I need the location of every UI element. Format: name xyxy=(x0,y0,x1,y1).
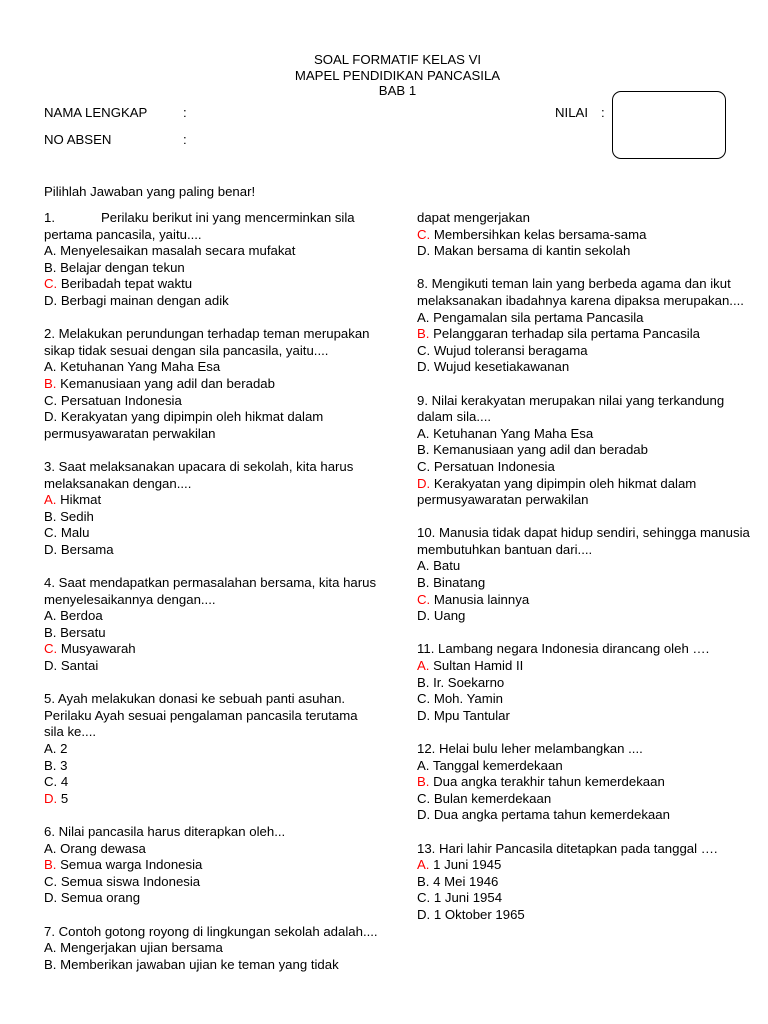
header-chapter: BAB 1 xyxy=(378,83,417,98)
answer-key-letter: B. xyxy=(44,375,57,391)
question-10 xyxy=(417,525,754,625)
option-c: C. Persatuan Indonesia xyxy=(417,458,555,474)
option-b: B. Binatang xyxy=(417,575,486,591)
question-6 xyxy=(44,824,379,907)
option-b: B. 3 xyxy=(44,757,68,773)
option-a: A. Tanggal kemerdekaan xyxy=(417,757,563,773)
option-a: A. Berdoa xyxy=(44,608,103,624)
option-d: D. Makan bersama di kantin sekolah xyxy=(417,243,631,259)
option-c: C. Persatuan Indonesia xyxy=(44,392,182,408)
option-d: D. Bersama xyxy=(44,541,114,557)
option-c: C. Wujud toleransi beragama xyxy=(417,342,588,358)
answer-key-letter: D. xyxy=(417,475,431,491)
option-d: D. Kerakyatan yang dipimpin oleh hikmat dalam permusyawaratan perwakilan xyxy=(417,475,700,508)
option-b: B. Sedih xyxy=(44,508,94,524)
option-a: A. Hikmat xyxy=(44,492,102,508)
question-text-cont: pertama pancasila, yaitu.... xyxy=(44,226,202,242)
option-a: A. 1 Juni 1945 xyxy=(417,857,502,873)
option-b: B. Belajar dengan tekun xyxy=(44,259,185,275)
option-a: A. Orang dewasa xyxy=(44,840,146,856)
option-a: A. Sultan Hamid II xyxy=(417,658,524,674)
option-d: D. Santai xyxy=(44,658,99,674)
instruction: Pilihlah Jawaban yang paling benar! xyxy=(44,184,256,199)
option-a: A. 2 xyxy=(44,741,68,756)
option-b: B. Bersatu xyxy=(44,624,106,640)
option-c: C. Membersihkan kelas bersama-sama xyxy=(417,226,647,242)
answer-key-letter: B. xyxy=(417,326,430,342)
question-text: 1. Perilaku berikut ini yang mencerminkan sila xyxy=(44,210,355,225)
question-text: 7. Contoh gotong royong di lingkungan sekolah adalah.... xyxy=(44,923,378,939)
nilai-label: NILAI xyxy=(555,105,588,120)
question-text: 4. Saat mendapatkan permasalahan bersama, kita harus menyelesaikannya dengan.... xyxy=(44,575,380,607)
question-9 xyxy=(417,393,750,509)
left-column xyxy=(44,210,379,990)
answer-key-letter: C. xyxy=(44,641,58,657)
question-4 xyxy=(44,575,379,675)
answer-key-letter: C. xyxy=(417,226,431,242)
option-c: C. 4 xyxy=(44,774,69,790)
option-b: B. Kemanusiaan yang adil dan beradab xyxy=(44,375,275,391)
answer-key-letter: B. xyxy=(44,857,57,873)
option-c: C. Manusia lainnya xyxy=(417,591,530,607)
question-text: 10. Manusia tidak dapat hidup sendiri, sehingga manusia membutuhkan bantuan dari.... xyxy=(417,525,754,557)
option-b: B. Semua warga Indonesia xyxy=(44,857,203,873)
answer-key-letter: D. xyxy=(44,790,58,806)
answer-key-letter: A. xyxy=(44,492,57,508)
option-d: D. Dua angka pertama tahun kemerdekaan xyxy=(417,807,670,823)
question-text: 2. Melakukan perundungan terhadap teman merupakan sikap tidak sesuai dengan sila pancasila, yaitu.... xyxy=(44,326,374,358)
option-b: B. Kemanusiaan yang adil dan beradab xyxy=(417,442,648,458)
name-label: NAMA LENGKAP xyxy=(44,105,148,120)
option-d: D. Wujud kesetiakawanan xyxy=(417,359,570,375)
question-text: 8. Mengikuti teman lain yang berbeda agama dan ikut melaksanakan ibadahnya karena dipaksa merupakan.... xyxy=(417,276,744,308)
option-c: C. Malu xyxy=(44,525,90,541)
absen-label: NO ABSEN xyxy=(44,132,112,147)
option-c: C. Musyawarah xyxy=(44,641,136,657)
header-subject: MAPEL PENDIDIKAN PANCASILA xyxy=(294,67,501,83)
option-d: D. Kerakyatan yang dipimpin oleh hikmat dalam permusyawaratan perwakilan xyxy=(44,409,327,441)
option-c: C. Beribadah tepat waktu xyxy=(44,276,193,292)
question-7-cont xyxy=(417,210,750,260)
option-c: C. Bulan kemerdekaan xyxy=(417,790,552,806)
question-13 xyxy=(417,841,750,924)
question-text: 6. Nilai pancasila harus diterapkan oleh... xyxy=(44,823,286,839)
option-c: C. 1 Juni 1954 xyxy=(417,890,503,906)
answer-key-letter: B. xyxy=(417,774,430,790)
option-a: A. Pengamalan sila pertama Pancasila xyxy=(417,309,644,325)
option-a: A. Mengerjakan ujian bersama xyxy=(44,940,223,956)
right-column xyxy=(417,210,754,940)
option-a: A. Batu xyxy=(417,558,461,574)
option-b: B. Ir. Soekarno xyxy=(417,674,505,690)
question-text: 9. Nilai kerakyatan merupakan nilai yang terkandung dalam sila.... xyxy=(417,392,728,425)
option-a: A. Ketuhanan Yang Maha Esa xyxy=(417,425,594,441)
question-5 xyxy=(44,691,379,807)
option-b-cont: dapat mengerjakan xyxy=(417,210,530,225)
answer-key-letter: A. xyxy=(417,857,430,873)
question-text: 5. Ayah melakukan donasi ke sebuah panti asuhan. Perilaku Ayah sesuai pengalaman pancasila terutama sila ke.... xyxy=(44,691,362,740)
option-d: D. Berbagi mainan dengan adik xyxy=(44,292,229,308)
option-c: C. Semua siswa Indonesia xyxy=(44,873,201,889)
question-text: 3. Saat melaksanakan upacara di sekolah, kita harus melaksanakan dengan.... xyxy=(44,458,358,491)
option-d: D. Semua orang xyxy=(44,890,141,906)
nilai-colon: : xyxy=(601,105,605,120)
answer-key-letter: C. xyxy=(417,591,431,607)
option-a: A. Menyelesaikan masalah secara mufakat xyxy=(44,243,296,259)
absen-colon: : xyxy=(183,132,187,147)
name-colon: : xyxy=(183,105,187,120)
score-box xyxy=(612,91,726,159)
question-7 xyxy=(44,924,379,974)
question-text: 12. Helai bulu leher melambangkan .... xyxy=(417,741,643,756)
question-8 xyxy=(417,276,750,376)
option-d: D. 5 xyxy=(44,790,69,806)
question-12 xyxy=(417,741,750,824)
question-1 xyxy=(44,210,379,310)
option-d: D. 1 Oktober 1965 xyxy=(417,906,525,922)
option-d: D. Mpu Tantular xyxy=(417,707,510,723)
question-text: 11. Lambang negara Indonesia dirancang oleh …. xyxy=(417,641,710,657)
option-a: A. Ketuhanan Yang Maha Esa xyxy=(44,359,221,375)
question-text: 13. Hari lahir Pancasila ditetapkan pada tanggal …. xyxy=(417,840,718,856)
question-2 xyxy=(44,326,379,442)
answer-key-letter: C. xyxy=(44,276,58,292)
answer-key-letter: A. xyxy=(417,658,430,674)
option-d: D. Uang xyxy=(417,608,466,624)
option-b: B. Dua angka terakhir tahun kemerdekaan xyxy=(417,774,665,790)
question-3 xyxy=(44,459,379,559)
option-b: B. 4 Mei 1946 xyxy=(417,873,499,889)
option-c: C. Moh. Yamin xyxy=(417,691,503,707)
header-title: SOAL FORMATIF KELAS VI xyxy=(313,52,482,67)
question-11 xyxy=(417,641,750,724)
option-b: B. Memberikan jawaban ujian ke teman yang tidak xyxy=(44,956,339,972)
option-b: B. Pelanggaran terhadap sila pertama Pancasila xyxy=(417,326,700,342)
